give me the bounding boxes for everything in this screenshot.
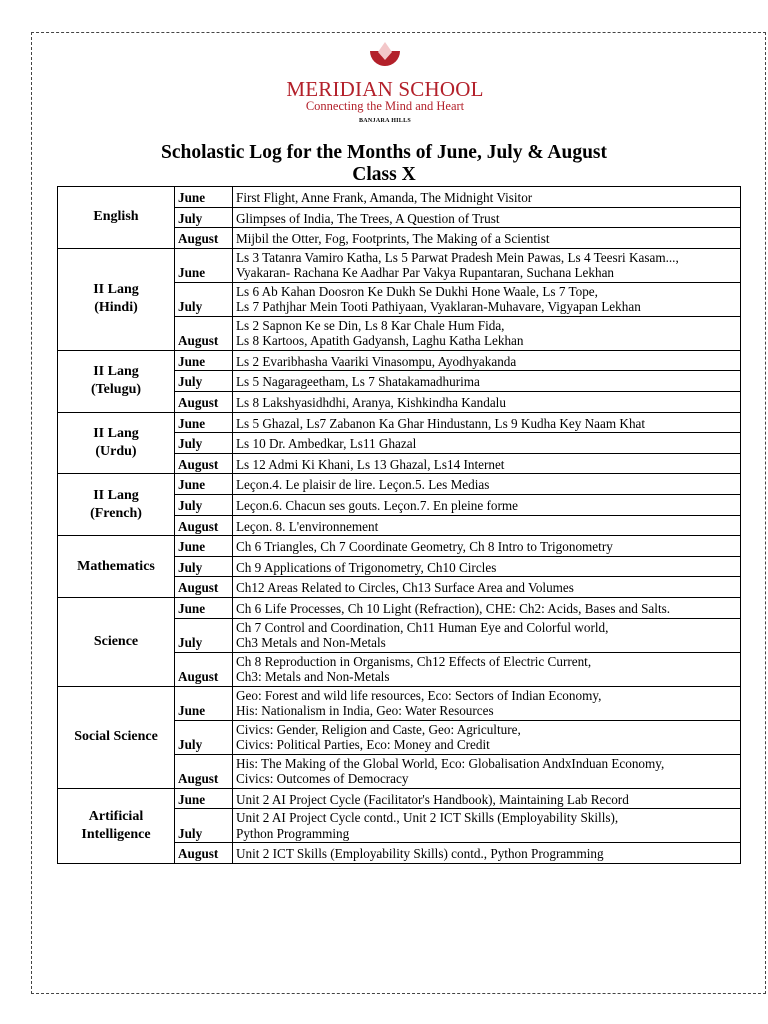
- school-emblem-icon: [367, 42, 403, 78]
- topic-line: Ls 10 Dr. Ambedkar, Ls11 Ghazal: [236, 436, 417, 452]
- topics-cell: [233, 248, 741, 282]
- month-cell: July: [175, 618, 233, 652]
- month-cell: June: [175, 686, 233, 720]
- month-cell: August: [175, 843, 233, 864]
- topic-line: Ch 8 Reproduction in Organisms, Ch12 Effects of Electric Current,: [236, 653, 592, 669]
- month-cell: August: [175, 652, 233, 686]
- topic-line: Ls 7 Pathjhar Mein Tooti Pathiyaan, Vyaklaran-Muhavare, Vigyapan Lekhan: [236, 299, 641, 315]
- topic-line: Ls 2 Sapnon Ke se Din, Ls 8 Kar Chale Hum Fida,: [236, 317, 505, 333]
- month-cell: July: [175, 494, 233, 515]
- topics-cell: [233, 686, 741, 720]
- topic-line: Ch 6 Life Processes, Ch 10 Light (Refraction), CHE: Ch2: Acids, Bases and Salts.: [236, 601, 671, 616]
- topic-line: First Flight, Anne Frank, Amanda, The Midnight Visitor: [236, 190, 533, 206]
- subject-name: Mathematics: [77, 558, 155, 574]
- topics-cell: [233, 350, 741, 371]
- topics-cell: [233, 652, 741, 686]
- month-cell: August: [175, 391, 233, 412]
- page-title: Scholastic Log for the Months of June, July & August: [160, 142, 607, 163]
- class-label: Class X: [352, 164, 416, 185]
- topics-cell: [233, 371, 741, 392]
- topic-line: Unit 2 AI Project Cycle (Facilitator's Handbook), Maintaining Lab Record: [236, 791, 629, 807]
- month-cell: June: [175, 350, 233, 371]
- month-cell: August: [175, 515, 233, 536]
- month-cell: July: [175, 207, 233, 228]
- month-cell: July: [175, 371, 233, 392]
- subject-name: English: [93, 209, 139, 225]
- topic-line: His: Nationalism in India, Geo: Water Resources: [236, 703, 494, 718]
- topics-cell: [233, 494, 741, 515]
- subject-name-line: (Hindi): [94, 300, 138, 316]
- topic-line: Ch 7 Control and Coordination, Ch11 Human Eye and Colorful world,: [236, 619, 609, 635]
- topic-line: Python Programming: [236, 825, 350, 841]
- topic-line: Mijbil the Otter, Fog, Footprints, The Making of a Scientist: [236, 231, 550, 247]
- month-cell: July: [175, 282, 233, 316]
- topics-cell: [233, 536, 741, 557]
- table-row: [58, 248, 741, 282]
- topic-line: Ch12 Areas Related to Circles, Ch13 Surface Area and Volumes: [236, 580, 574, 596]
- subject-name: Science: [93, 633, 139, 649]
- topics-cell: [233, 474, 741, 495]
- topics-cell: [233, 556, 741, 577]
- month-cell: July: [175, 809, 233, 843]
- month-cell: August: [175, 754, 233, 788]
- topic-line: Ch3 Metals and Non-Metals: [236, 635, 386, 650]
- month-cell: June: [175, 536, 233, 557]
- month-cell: June: [175, 474, 233, 495]
- topic-line: Unit 2 AI Project Cycle contd., Unit 2 ICT Skills (Employability Skills),: [236, 810, 619, 826]
- subject-name-line: (Telugu): [90, 382, 142, 398]
- topics-cell: [233, 316, 741, 350]
- topics-cell: [233, 809, 741, 843]
- subject-cell: [58, 350, 175, 412]
- topic-line: Civics: Political Parties, Eco: Money and Credit: [236, 737, 490, 752]
- table-row: [58, 536, 741, 557]
- topics-cell: [233, 720, 741, 754]
- topic-line: Ls 3 Tatanra Vamiro Katha, Ls 5 Parwat Pradesh Mein Pawas, Ls 4 Teesri Kasam...,: [236, 249, 679, 265]
- topic-line: Leçon.6. Chacun ses gouts. Leçon.7. En pleine forme: [236, 498, 518, 514]
- topic-line: Ch 9 Applications of Trigonometry, Ch10 Circles: [236, 559, 497, 575]
- subject-cell: [58, 187, 175, 249]
- month-cell: August: [175, 453, 233, 474]
- month-cell: July: [175, 720, 233, 754]
- topic-line: Ch3: Metals and Non-Metals: [236, 669, 390, 684]
- topics-cell: [233, 282, 741, 316]
- month-cell: June: [175, 248, 233, 282]
- subject-cell: [58, 474, 175, 536]
- topic-line: His: The Making of the Global World, Eco: Globalisation AndxInduan Economy,: [236, 755, 665, 771]
- topic-line: Ch 6 Triangles, Ch 7 Coordinate Geometry, Ch 8 Intro to Trigonometry: [236, 539, 613, 555]
- subject-name-line: (French): [90, 505, 142, 521]
- subject-cell: [58, 248, 175, 350]
- subject-cell: [58, 597, 175, 686]
- topics-cell: [233, 207, 741, 228]
- subject-name-line: Artificial: [88, 808, 144, 824]
- topics-cell: [233, 453, 741, 474]
- topic-line: Unit 2 ICT Skills (Employability Skills) contd., Python Programming: [236, 846, 604, 862]
- subject-name-line: II Lang: [93, 487, 139, 503]
- topic-line: Ls 8 Kartoos, Apatith Gadyansh, Laghu Katha Lekhan: [236, 333, 524, 349]
- month-cell: July: [175, 433, 233, 454]
- table-row: [58, 788, 741, 809]
- topic-line: Civics: Outcomes of Democracy: [236, 771, 409, 786]
- topics-cell: [233, 515, 741, 536]
- topics-cell: [233, 754, 741, 788]
- topic-line: Glimpses of India, The Trees, A Question of Trust: [236, 210, 500, 226]
- topic-line: Ls 12 Admi Ki Khani, Ls 13 Ghazal, Ls14 Internet: [236, 456, 505, 472]
- school-logo: [276, 42, 494, 128]
- topics-cell: [233, 788, 741, 809]
- month-cell: June: [175, 187, 233, 208]
- table-row: [58, 686, 741, 720]
- subject-name-line: II Lang: [93, 364, 139, 380]
- school-name: MERIDIAN SCHOOL: [286, 77, 484, 101]
- month-cell: August: [175, 577, 233, 598]
- topic-line: Civics: Gender, Religion and Caste, Geo: Agriculture,: [236, 721, 521, 737]
- topics-cell: [233, 618, 741, 652]
- topics-cell: [233, 843, 741, 864]
- topic-line: Ls 5 Ghazal, Ls7 Zabanon Ka Ghar Hindustann, Ls 9 Kudha Key Naam Khat: [236, 415, 646, 431]
- subject-name: Social Science: [74, 729, 158, 744]
- month-cell: June: [175, 788, 233, 809]
- school-branch: BANJARA HILLS: [358, 118, 412, 124]
- scholastic-log-table: [57, 186, 741, 864]
- topic-line: Leçon.4. Le plaisir de lire. Leçon.5. Les Medias: [236, 477, 490, 493]
- month-cell: June: [175, 412, 233, 433]
- topic-line: Ls 6 Ab Kahan Doosron Ke Dukh Se Dukhi Hone Waale, Ls 7 Tope,: [236, 283, 598, 299]
- table-row: [58, 474, 741, 495]
- table-row: [58, 597, 741, 618]
- subject-name-line: II Lang: [93, 425, 139, 441]
- subject-cell: [58, 536, 175, 598]
- table-row: [58, 187, 741, 208]
- topic-line: Vyakaran- Rachana Ke Aadhar Par Vakya Rupantaran, Suchana Lekhan: [236, 265, 615, 281]
- month-cell: July: [175, 556, 233, 577]
- school-tagline: Connecting the Mind and Heart: [305, 99, 465, 113]
- topics-cell: [233, 391, 741, 412]
- month-cell: June: [175, 597, 233, 618]
- topics-cell: [233, 433, 741, 454]
- topic-line: Ls 5 Nagarageetham, Ls 7 Shatakamadhurima: [236, 374, 480, 390]
- subject-cell: [58, 686, 175, 788]
- table-row: [58, 350, 741, 371]
- subject-cell: [58, 788, 175, 863]
- subject-name-line: II Lang: [93, 282, 139, 298]
- month-cell: August: [175, 228, 233, 249]
- topic-line: Leçon. 8. L'environnement: [236, 518, 379, 534]
- topics-cell: [233, 577, 741, 598]
- topic-line: Ls 8 Lakshyasidhdhi, Aranya, Kishkindha Kandalu: [236, 395, 506, 411]
- month-cell: August: [175, 316, 233, 350]
- table-row: [58, 412, 741, 433]
- topics-cell: [233, 228, 741, 249]
- subject-cell: [58, 412, 175, 474]
- subject-name-line: Intelligence: [81, 826, 151, 842]
- topics-cell: [233, 412, 741, 433]
- topics-cell: [233, 597, 741, 618]
- topics-cell: [233, 187, 741, 208]
- topic-line: Ls 2 Evaribhasha Vaariki Vinasompu, Ayodhyakanda: [236, 353, 517, 369]
- topic-line: Geo: Forest and wild life resources, Eco: Sectors of Indian Economy,: [236, 687, 602, 703]
- subject-name-line: (Urdu): [95, 443, 137, 459]
